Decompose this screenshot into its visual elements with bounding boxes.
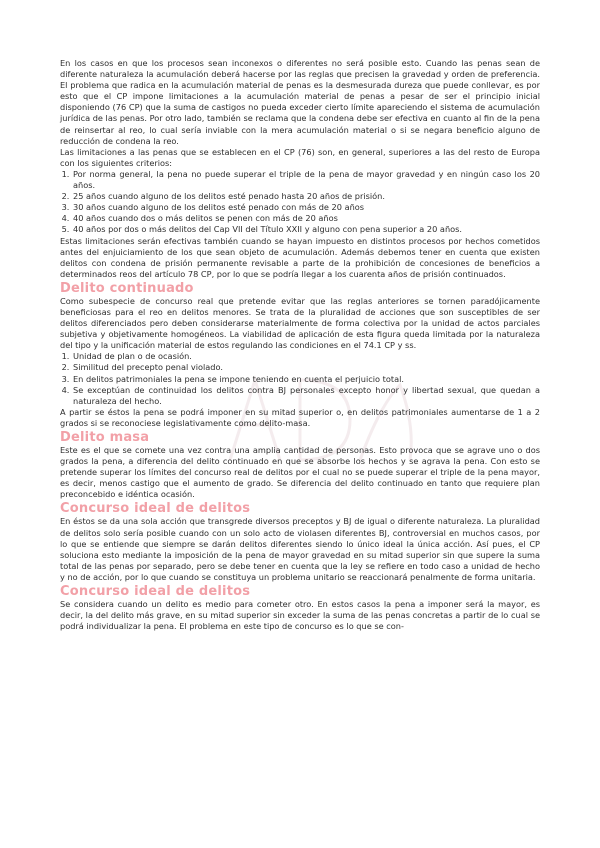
masa-paragraph-1: Este es el que se comete una vez contra una amplia cantidad de personas. Esto provoca que se agrave uno o dos grados la pena, a diferencia del delito continuado en que se absorbe los hechos y se agrava la pena. Con esto se pretende superar los límites del concurso real de delitos por el cual no se puede superar el triple de la pena mayor, es decir, menos castigo que el aumento de grado. Se diferencia del delito continuado en tanto que requiere plan preconcebido e idéntica ocasión.	[60, 445, 540, 500]
list-item: 4. Se exceptúan de continuidad los delitos contra BJ personales excepto honor y libertad sexual, que quedan a naturaleza del hecho.	[72, 385, 540, 407]
list-item: 1. Unidad de plan o de ocasión.	[72, 351, 540, 362]
list-item: 2. Similitud del precepto penal violado.	[72, 362, 540, 373]
section-heading-concurso-ideal-1: Concurso ideal de delitos	[60, 501, 251, 517]
list-item: 3. En delitos patrimoniales la pena se impone teniendo en cuenta el perjuicio total.	[72, 374, 540, 385]
continuado-list	[60, 351, 540, 406]
section-heading-delito-continuado: Delito continuado	[60, 280, 194, 296]
list-item: 4. 40 años cuando dos o más delitos se penen con más de 20 años	[72, 213, 540, 224]
continuado-paragraph-1: Como subespecie de concurso real que pretende evitar que las reglas anteriores se tornen paradójicamente beneficiosas para el reo en delitos menores. Se trata de la pluralidad de acciones que son susceptibles de ser delitos diferenciados pero deben considerarse materialmente de forma colectiva por la unidad de actos parciales subjetiva y objetivamente homogéneos. La viabilidad de aplicación de esta figura queda limitada por la naturaleza del tipo y la unificación material de estos regulando las condiciones en el 74.1 CP y ss.	[60, 295, 540, 351]
list-item: 5. 40 años por dos o más delitos del Cap VII del Título XXII y alguno con pena superior a 20 años.	[72, 224, 540, 235]
list-item: 2. 25 años cuando alguno de los delitos esté penado hasta 20 años de prisión.	[72, 191, 540, 202]
list-item: 3. 30 años cuando alguno de los delitos esté penado con más de 20 años	[72, 202, 540, 213]
concurso-ideal-paragraph-2: Se considera cuando un delito es medio para cometer otro. En estos casos la pena a imponer será la mayor, es decir, la del delito más grave, en su mitad superior sin exceder la suma de las penas concretas a partir de lo cual se podrá individualizar la pena. El problema en este tipo de concurso es lo que se con-	[60, 599, 540, 632]
list-item: 1. Por norma general, la pena no puede superar el triple de la pena de mayor gravedad y en ningún caso los 20 años.	[72, 169, 540, 191]
limits-list	[60, 169, 540, 236]
section-heading-concurso-ideal-2: Concurso ideal de delitos	[60, 584, 251, 600]
continuado-paragraph-2: A partir se éstos la pena se podrá imponer en su mitad superior o, en delitos patrimoniales aumentarse de 1 a 2 grados si se reconociese legislativamente como delito-masa.	[60, 406, 540, 428]
intro-paragraph-1: En los casos en que los procesos sean inconexos o diferentes no será posible esto. Cuando las penas sean de diferente naturaleza la acumulación deberá hacerse por las reglas que precisen la gravedad y orden de preferencia. El problema que radica en la acumulación material de penas es la desmesurada dureza que puede conllevar, es por esto que el CP impone limitaciones a la acumulación material de penas a pesar de ser el principio inicial disponiendo (76 CP) que la suma de castigos no pueda exceder cierto límite apareciendo el sistema de acumulación jurídica de las penas. Por otro lado, también se reclama que la condena debe ser efectiva en cuanto al fin de la pena de reinsertar al reo, lo cual sería inviable con la mera acumulación material o si se negara beneficio alguno de reducción de condena la reo.	[60, 58, 540, 146]
intro-paragraph-2: Las limitaciones a las penas que se establecen en el CP (76) son, en general, superiores a las del resto de Europa con los siguientes criterios:	[60, 146, 540, 168]
intro-paragraph-3: Estas limitaciones serán efectivas también cuando se hayan impuesto en distintos procesos por hechos cometidos antes del enjuiciamiento de los que sean objeto de acumulación. Además debemos tener en cuenta que existen delitos con condena de prisión permanente revisable a parte de la prohibición de concesiones de beneficios a determinados reos del artículo 78 CP, por lo que se podría llegar a los cuarenta años de prisión continuados.	[60, 235, 540, 279]
concurso-ideal-paragraph-1: En éstos se da una sola acción que transgrede diversos preceptos y BJ de igual o diferente naturaleza. La pluralidad de delitos solo sería posible cuando con un solo acto de violasen diferentes BJ, controversial en muchos casos, por lo que se entiende que siempre se darán delitos diferentes siendo lo único ideal la única acción. Así pues, el CP soluciona esto mediante la imposición de la pena de mayor gravedad en su mitad superior sin que supere la suma total de las penas por separado, pero se debe tener en cuenta que la ley se refiere en todo caso a unidad de hecho y no de acción, por lo que cuando se constituya un problema unitario se reaccionará penalmente de forma unitaria.	[60, 516, 540, 582]
section-heading-delito-masa: Delito masa	[60, 430, 150, 445]
document-page	[60, 58, 540, 632]
